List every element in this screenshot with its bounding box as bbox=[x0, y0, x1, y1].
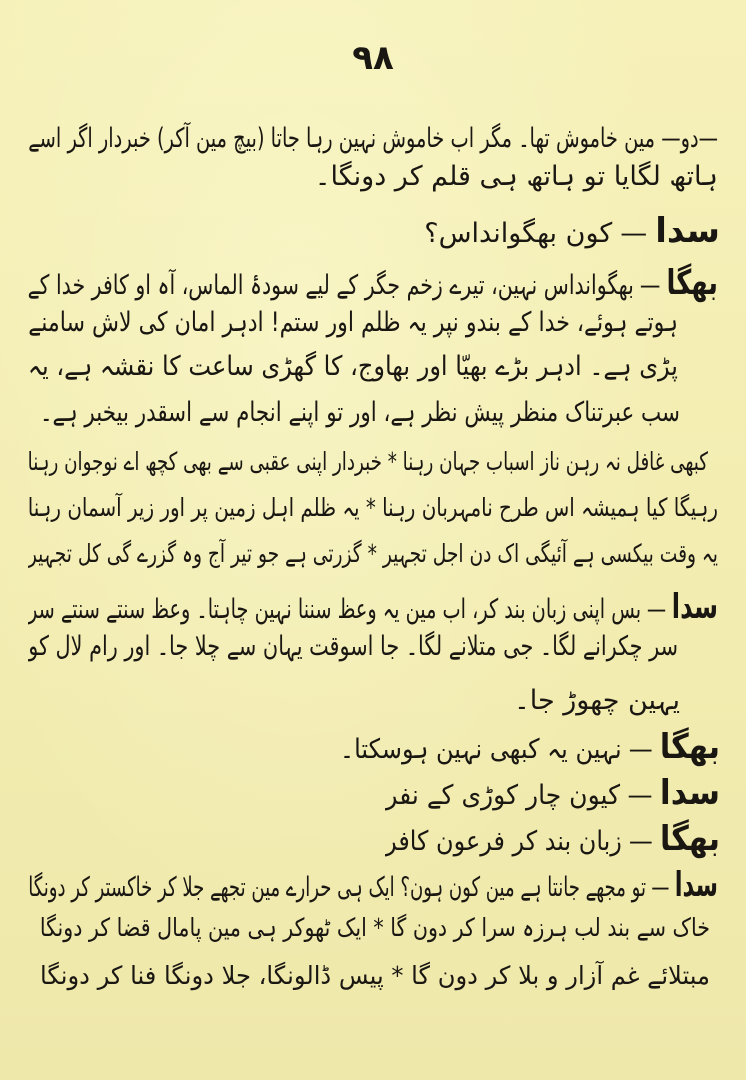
speaker-dash: — bbox=[628, 734, 653, 765]
text-line bbox=[340, 726, 720, 769]
speaker-name: سدا bbox=[659, 773, 720, 813]
line-text: سب عبرتناک منظر پیش نظر ہے، اور تو اپنے انجام سے اسقدر بیخبر ہے۔ bbox=[40, 397, 680, 428]
line-text: کون بھگوانداس؟ bbox=[424, 218, 613, 249]
line-text: سر چکرانے لگا۔ جی متلانے لگا۔ جا اسوقت یہان سے چلا جا۔ اور رام لال کو bbox=[28, 631, 678, 662]
text-line bbox=[385, 772, 720, 815]
text-line bbox=[28, 630, 678, 664]
line-text: زبان بند کر فرعون کافر bbox=[385, 826, 622, 857]
text-line bbox=[470, 684, 680, 718]
line-text: یہین چھوڑ جا۔ bbox=[513, 685, 680, 716]
text-line bbox=[258, 160, 718, 194]
text-line bbox=[28, 586, 718, 629]
speaker-name: بھگا bbox=[659, 819, 720, 859]
text-line bbox=[28, 306, 678, 340]
speaker-dash: — bbox=[620, 218, 648, 249]
speaker-dash: — bbox=[639, 270, 661, 301]
line-text: ہوتے ہوئے، خدا کے بندو نپر یہ ظلم اور ستم! ادہر امان کی لاش سامنے bbox=[28, 307, 678, 338]
line-text: رہیگا کیا ہمیشہ اس طرح نامہربان رہنا * یہ ظلم اہل زمین پر اور زیر آسمان رہنا bbox=[28, 493, 718, 522]
text-line bbox=[360, 210, 720, 253]
line-text: —دو— مین خاموش تھا۔ مگر اب خاموش نہین رہا جاتا (بیچ مین آکر) خبردار اگر اسے bbox=[28, 123, 718, 154]
text-line bbox=[385, 818, 720, 861]
speaker-dash: — bbox=[651, 872, 670, 903]
speaker-name: سدا bbox=[671, 587, 718, 627]
line-text: نہین یہ کبھی نہین ہوسکتا۔ bbox=[340, 734, 622, 765]
line-text: یہ وقت بیکسی ہے آئیگی اک دن اجل تجہیر * گزرتی ہے جو تیر آج وہ گزرے گی کل تجہیر bbox=[28, 539, 718, 568]
text-line bbox=[28, 122, 718, 156]
speaker-dash: — bbox=[628, 826, 653, 857]
line-text: خاک سے بند لب ہرزہ سرا کر دون گا * ایک ٹھوکر ہی مین پامال قضا کر دونگا bbox=[40, 913, 710, 942]
speaker-dash: — bbox=[646, 594, 667, 625]
line-text: مبتلائے غم آزار و بلا کر دون گا * پیس ڈالونگا، جلا دونگا فنا کر دونگا bbox=[40, 961, 710, 990]
line-text: پڑی ہے۔ ادہر بڑے بھیّا اور بھاوج، کا گھڑی ساعت کا نقشہ ہے، یہ bbox=[28, 351, 678, 382]
speaker-name: سدا bbox=[674, 865, 718, 905]
speaker-name: سدا bbox=[655, 211, 720, 251]
speaker-dash: — bbox=[627, 780, 653, 811]
text-line bbox=[40, 396, 680, 430]
text-line bbox=[40, 960, 710, 991]
text-line bbox=[28, 446, 708, 477]
line-text: بھگوانداس نہین، تیرے زخم جگر کے لیے سودۂ الماس، آہ او کافر خدا کے bbox=[28, 270, 634, 301]
speaker-name: بھگا bbox=[666, 263, 718, 303]
line-text: کبھی غافل نہ رہن ناز اسباب جہان رہنا * خبردار اپنی عقبی سے بھی کچھ اے نوجوان رہنا bbox=[28, 447, 708, 476]
text-line bbox=[28, 492, 718, 523]
text-line bbox=[28, 864, 718, 907]
text-line bbox=[40, 912, 710, 943]
line-text: تو مجھے جانتا ہے مین کون ہون؟ ایک ہی حرارے مین تجھے جلا کر خاکستر کر دونگا bbox=[28, 872, 646, 903]
page-number: ۹۸ bbox=[352, 38, 394, 78]
line-text: کیون چار کوڑی کے نفر bbox=[385, 780, 621, 811]
text-line bbox=[28, 262, 718, 305]
line-text: ہاتھ لگایا تو ہاتھ ہی قلم کر دونگا۔ bbox=[314, 161, 718, 192]
text-line bbox=[28, 350, 678, 384]
speaker-name: بھگا bbox=[659, 727, 720, 767]
line-text: بس اپنی زبان بند کر، اب مین یہ وعظ سننا نہین چاہتا۔ وعظ سنتے سنتے سر bbox=[28, 594, 642, 625]
text-line bbox=[28, 538, 718, 569]
